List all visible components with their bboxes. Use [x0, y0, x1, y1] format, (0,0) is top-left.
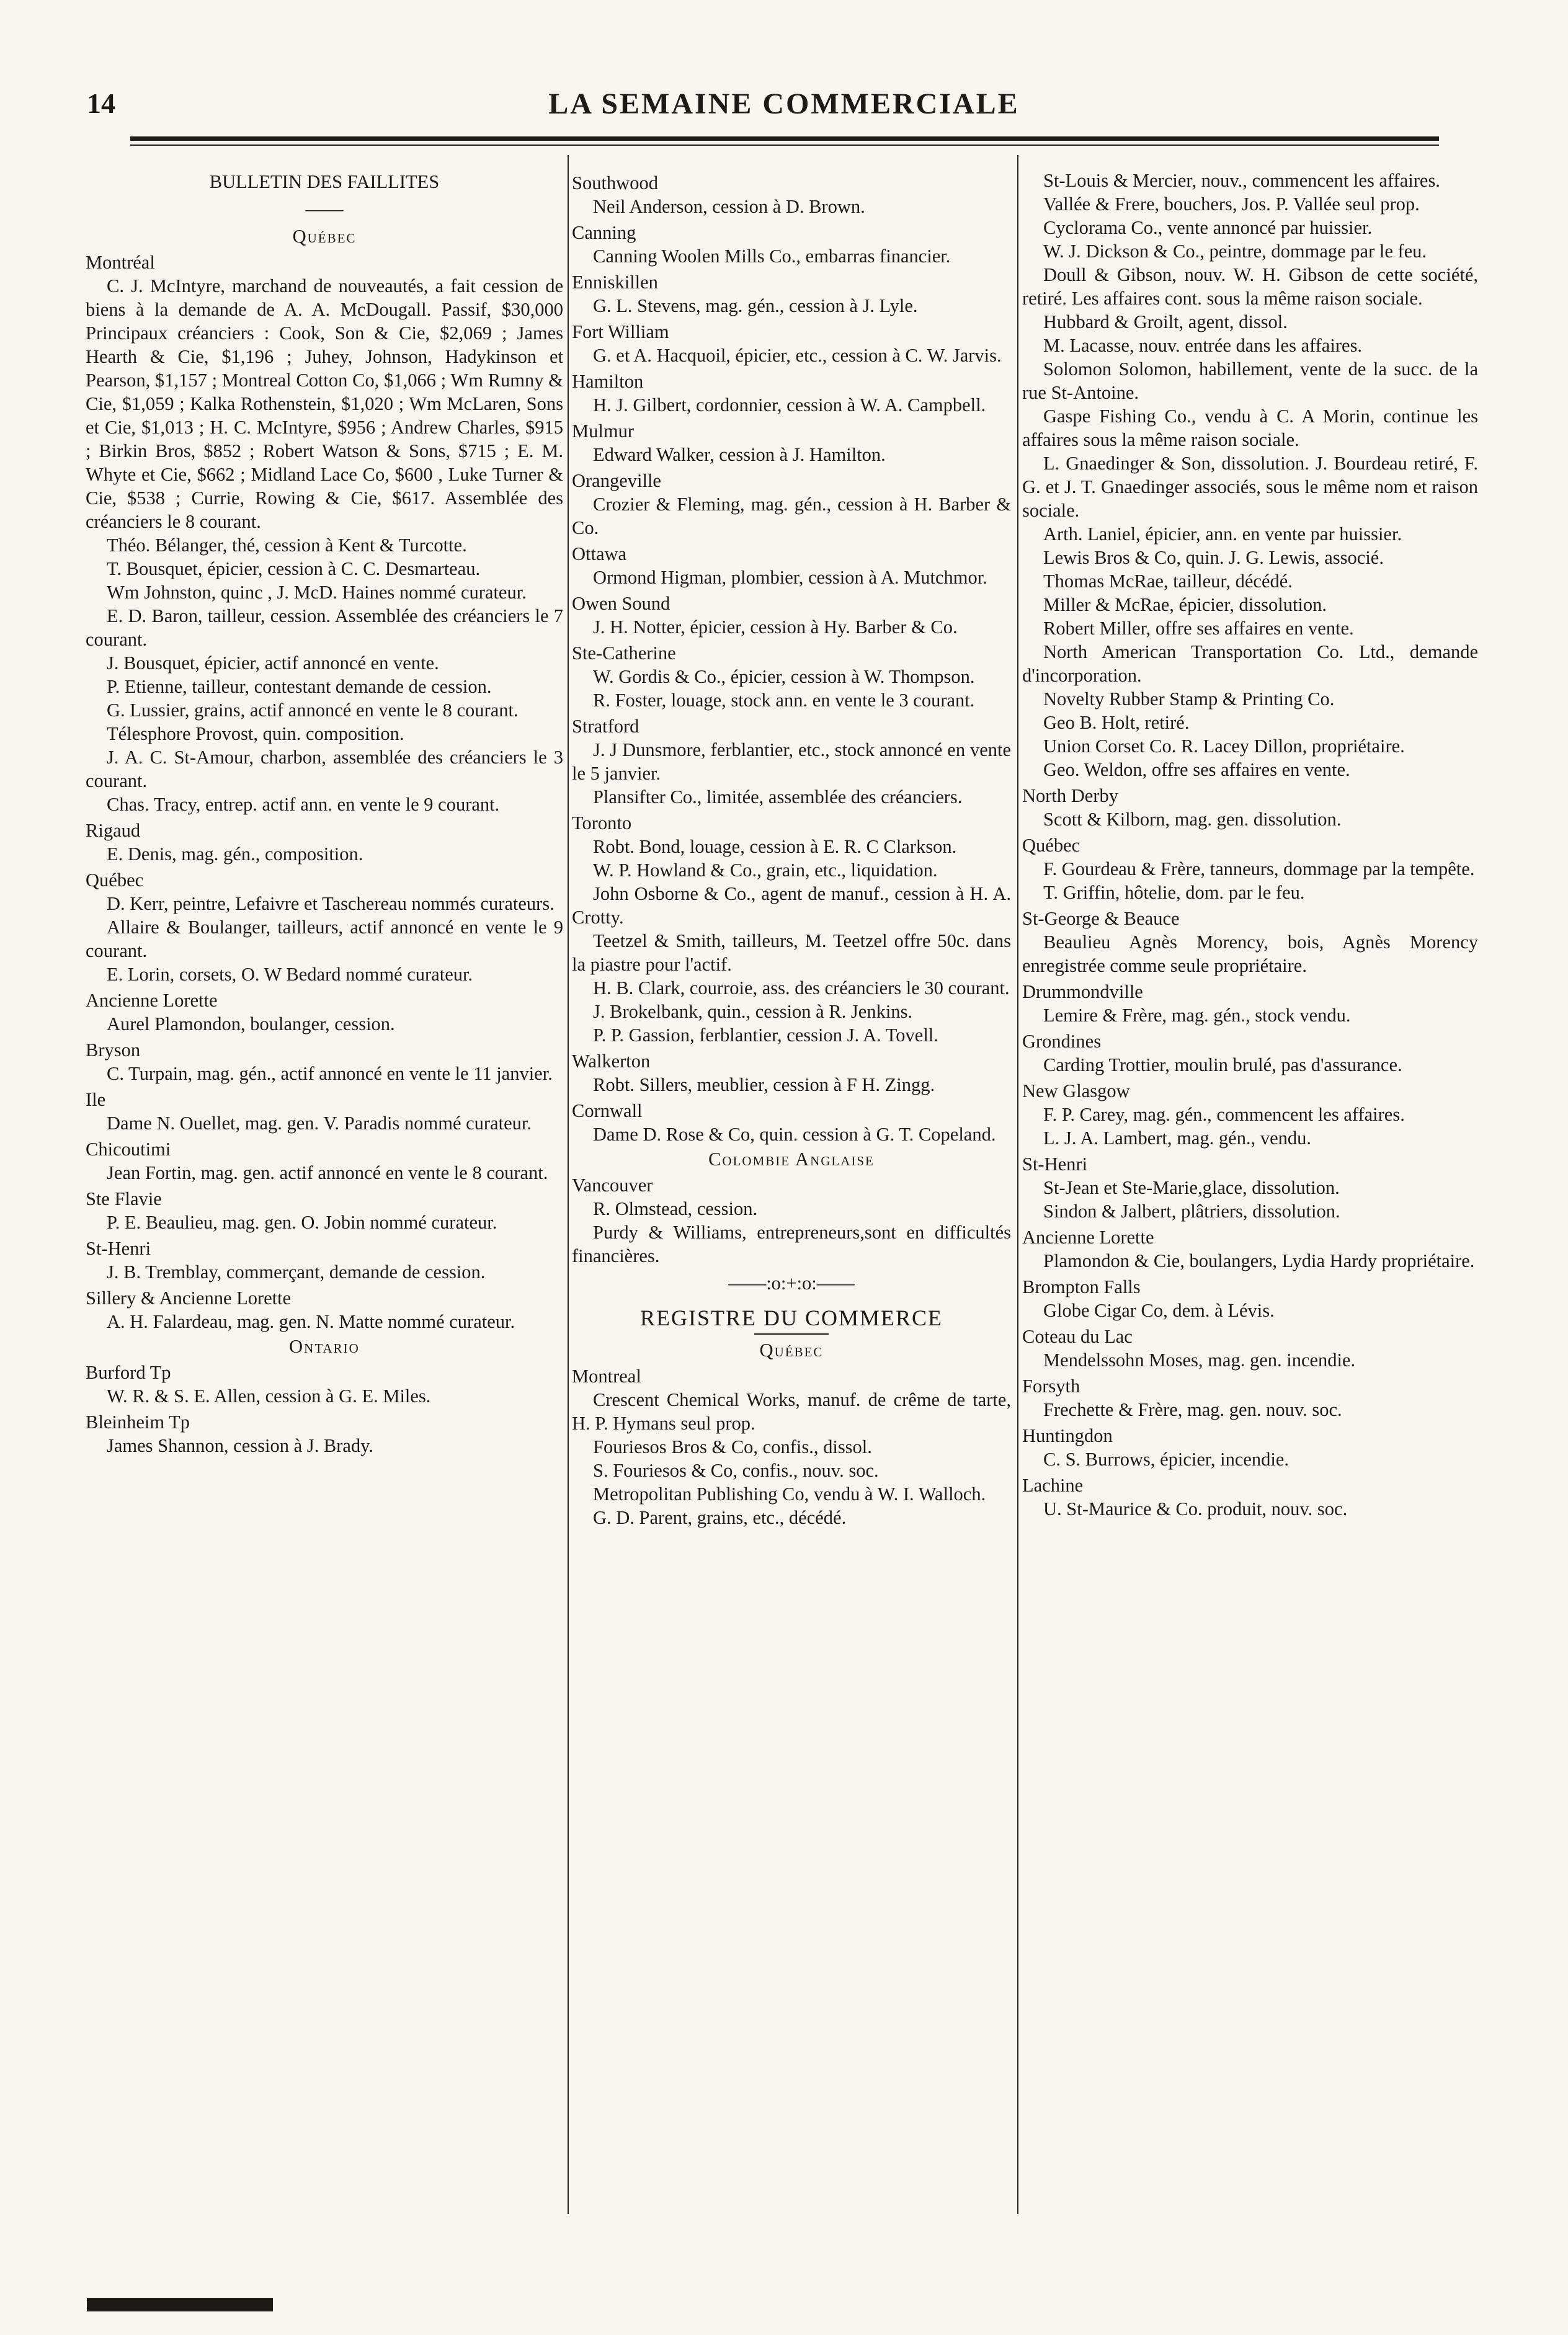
entry-paragraph: Gaspe Fishing Co., vendu à C. A Morin, continue les affaires sous la même raison sociale. — [1022, 406, 1478, 450]
place-name: Ile — [86, 1089, 106, 1110]
entry-paragraph: Solomon Solomon, habillement, vente de la succ. de la rue St-Antoine. — [1022, 358, 1478, 403]
section-heading: Colombie Anglaise — [708, 1149, 875, 1170]
entry-paragraph: Mendelssohn Moses, mag. gen. incendie. — [1043, 1350, 1356, 1371]
entry-paragraph: Allaire & Boulanger, tailleurs, actif annoncé en vente le 9 courant. — [86, 917, 563, 961]
entry-paragraph: Jean Fortin, mag. gen. actif annoncé en vente le 8 courant. — [107, 1162, 548, 1183]
entry-paragraph: Lewis Bros & Co, quin. J. G. Lewis, associé. — [1043, 547, 1384, 568]
entry-paragraph: St-Jean et Ste-Marie,glace, dissolution. — [1043, 1177, 1340, 1198]
entry-paragraph: John Osborne & Co., agent de manuf., cession à H. A. Crotty. — [572, 883, 1011, 928]
entry-paragraph: Robt. Sillers, meublier, cession à F H. Zingg. — [593, 1074, 935, 1095]
entry-paragraph: L. Gnaedinger & Son, dissolution. J. Bourdeau retiré, F. G. et J. T. Gnaedinger associés, sous le même nom et raison sociale. — [1022, 453, 1478, 521]
entry-paragraph: R. Foster, louage, stock ann. en vente le 3 courant. — [593, 690, 975, 711]
masthead-title: LA SEMAINE COMMERCIALE — [548, 87, 1020, 120]
ornament-divider: ——:o:+:o:—— — [728, 1273, 855, 1294]
place-name: Toronto — [572, 812, 632, 834]
entry-paragraph: Union Corset Co. R. Lacey Dillon, propriétaire. — [1043, 736, 1405, 757]
entry-paragraph: G. et A. Hacquoil, épicier, etc., cession à C. W. Jarvis. — [593, 345, 1002, 366]
place-name: Lachine — [1022, 1475, 1084, 1496]
place-name: North Derby — [1022, 785, 1119, 806]
entry-paragraph: Hubbard & Groilt, agent, dissol. — [1043, 311, 1288, 332]
place-name: Grondines — [1022, 1031, 1102, 1052]
entry-paragraph: F. P. Carey, mag. gén., commencent les affaires. — [1043, 1104, 1405, 1125]
section-heading: Québec — [292, 226, 357, 247]
column-divider-left — [568, 155, 569, 2214]
place-name: Québec — [1022, 835, 1080, 856]
place-name: Coteau du Lac — [1022, 1326, 1133, 1347]
place-name: Huntingdon — [1022, 1425, 1113, 1446]
place-name: Brompton Falls — [1022, 1276, 1141, 1297]
entry-paragraph: Cyclorama Co., vente annoncé par huissier. — [1043, 217, 1373, 238]
place-name: Southwood — [572, 172, 658, 193]
entry-paragraph: C. J. McIntyre, marchand de nouveautés, a fait cession de biens à la demande de A. A. McDougall. Passif, $30,000 Principaux créanciers : Cook, Son & Cie, $2,069 ; James Hearth & Cie, $1,196 ; Juhey, Johnson, Hadykinson et Pearson, $1,157 ; Montreal Cotton Co, $1,066 ; Wm Rumny & Cie, $1,059 ; Kalka Rothenstein, $1,020 ; Wm McLaren, Sons et Cie, $1,013 ; H. C. McIntyre, $956 ; Andrew Charles, $915 ; Birkin Bros, $852 ; Robert Watson & Sons, $715 ; E. M. Whyte et Cie, $662 ; Midland Lace Co, $600 , Luke Turner & Cie, $538 ; Currie, Rowing & Cie, $617. Assemblée des créanciers le 8 courant. — [86, 275, 563, 532]
entry-paragraph: North American Transportation Co. Ltd., demande d'incorporation. — [1022, 641, 1478, 686]
entry-paragraph: Ormond Higman, plombier, cession à A. Mutchmor. — [593, 567, 987, 588]
entry-paragraph: Plansifter Co., limitée, assemblée des créanciers. — [593, 786, 963, 807]
place-name: Chicoutimi — [86, 1139, 171, 1160]
entry-paragraph: G. L. Stevens, mag. gén., cession à J. Lyle. — [593, 295, 918, 316]
entry-paragraph: Edward Walker, cession à J. Hamilton. — [593, 444, 886, 465]
entry-paragraph: Metropolitan Publishing Co, vendu à W. I. Walloch. — [593, 1483, 986, 1505]
entry-paragraph: P. E. Beaulieu, mag. gen. O. Jobin nommé curateur. — [107, 1212, 497, 1233]
entry-paragraph: Aurel Plamondon, boulanger, cession. — [107, 1013, 395, 1034]
place-name: St-George & Beauce — [1022, 908, 1180, 929]
entry-paragraph: Purdy & Williams, entrepreneurs,sont en difficultés financières. — [572, 1222, 1011, 1266]
entry-paragraph: Novelty Rubber Stamp & Printing Co. — [1043, 688, 1335, 709]
place-name: Cornwall — [572, 1100, 643, 1121]
section-heading: Ontario — [289, 1336, 360, 1357]
place-name: Canning — [572, 222, 636, 243]
entry-paragraph: Frechette & Frère, mag. gen. nouv. soc. — [1043, 1399, 1342, 1420]
entry-paragraph: E. Lorin, corsets, O. W Bedard nommé curateur. — [107, 964, 473, 985]
place-name: Orangeville — [572, 470, 661, 491]
column-divider-right — [1017, 155, 1018, 2214]
entry-paragraph: J. Bousquet, épicier, actif annoncé en vente. — [107, 652, 439, 674]
entry-paragraph: Neil Anderson, cession à D. Brown. — [593, 196, 865, 217]
entry-paragraph: Beaulieu Agnès Morency, bois, Agnès Morency enregistrée comme seule propriétaire. — [1022, 932, 1478, 976]
place-name: Vancouver — [572, 1175, 653, 1196]
entry-paragraph: W. P. Howland & Co., grain, etc., liquidation. — [593, 860, 938, 881]
place-name: Montreal — [572, 1366, 641, 1387]
entry-paragraph: H. J. Gilbert, cordonnier, cession à W. A. Campbell. — [593, 394, 986, 416]
entry-paragraph: F. Gourdeau & Frère, tanneurs, dommage par la tempête. — [1043, 858, 1475, 879]
place-name: Rigaud — [86, 820, 141, 841]
entry-paragraph: H. B. Clark, courroie, ass. des créanciers le 30 courant. — [593, 977, 1010, 998]
entry-paragraph: Lemire & Frère, mag. gén., stock vendu. — [1043, 1005, 1351, 1026]
section-rule — [754, 1333, 829, 1335]
place-name: New Glasgow — [1022, 1080, 1130, 1101]
place-name: Sillery & Ancienne Lorette — [86, 1288, 292, 1309]
entry-paragraph: Robert Miller, offre ses affaires en vente. — [1043, 618, 1354, 639]
entry-paragraph: St-Louis & Mercier, nouv., commencent les affaires. — [1043, 170, 1440, 191]
entry-paragraph: P. Etienne, tailleur, contestant demande de cession. — [107, 676, 492, 697]
entry-paragraph: Robt. Bond, louage, cession à E. R. C Clarkson. — [593, 836, 957, 857]
entry-paragraph: Crescent Chemical Works, manuf. de crême de tarte, H. P. Hymans seul prop. — [572, 1389, 1011, 1434]
entry-paragraph: Scott & Kilborn, mag. gen. dissolution. — [1043, 809, 1342, 830]
register-heading: REGISTRE DU COMMERCE — [639, 1305, 943, 1330]
place-name: Ste-Catherine — [572, 643, 676, 664]
place-name: Burford Tp — [86, 1362, 171, 1383]
entry-paragraph: P. P. Gassion, ferblantier, cession J. A. Tovell. — [593, 1025, 938, 1046]
entry-paragraph: Plamondon & Cie, boulangers, Lydia Hardy propriétaire. — [1043, 1250, 1475, 1271]
entry-paragraph: S. Fouriesos & Co, confis., nouv. soc. — [593, 1460, 879, 1481]
column-left — [86, 169, 563, 1457]
entry-paragraph: J. B. Tremblay, commerçant, demande de cession. — [107, 1261, 486, 1283]
column-right — [1022, 169, 1478, 1521]
entry-paragraph: W. Gordis & Co., épicier, cession à W. Thompson. — [593, 666, 975, 687]
entry-paragraph: Carding Trottier, moulin brulé, pas d'assurance. — [1043, 1054, 1402, 1075]
entry-paragraph: Geo. Weldon, offre ses affaires en vente. — [1043, 759, 1350, 780]
entry-paragraph: J. A. C. St-Amour, charbon, assemblée des créanciers le 3 courant. — [86, 747, 563, 791]
section-heading: BULLETIN DES FAILLITES — [209, 171, 440, 192]
entry-paragraph: W. R. & S. E. Allen, cession à G. E. Miles. — [107, 1385, 431, 1407]
entry-paragraph: Théo. Bélanger, thé, cession à Kent & Turcotte. — [107, 535, 467, 556]
entry-paragraph: W. J. Dickson & Co., peintre, dommage par le feu. — [1043, 241, 1427, 262]
column-middle — [572, 169, 1011, 1529]
entry-paragraph: C. Turpain, mag. gén., actif annoncé en vente le 11 janvier. — [107, 1063, 553, 1084]
entry-paragraph: A. H. Falardeau, mag. gen. N. Matte nommé curateur. — [107, 1311, 515, 1332]
place-name: Mulmur — [572, 420, 634, 442]
entry-paragraph: Globe Cigar Co, dem. à Lévis. — [1043, 1300, 1275, 1321]
entry-paragraph: Dame N. Ouellet, mag. gen. V. Paradis nommé curateur. — [107, 1113, 532, 1134]
entry-paragraph: Vallée & Frere, bouchers, Jos. P. Vallée seul prop. — [1043, 193, 1420, 215]
entry-paragraph: Arth. Laniel, épicier, ann. en vente par huissier. — [1043, 523, 1402, 545]
entry-paragraph: Geo B. Holt, retiré. — [1043, 712, 1190, 733]
place-name: Ancienne Lorette — [1022, 1227, 1154, 1248]
entry-paragraph: Canning Woolen Mills Co., embarras financier. — [593, 246, 951, 267]
entry-paragraph: J. H. Notter, épicier, cession à Hy. Barber & Co. — [593, 616, 958, 638]
entry-paragraph: Dame D. Rose & Co, quin. cession à G. T. Copeland. — [593, 1124, 996, 1145]
place-name: Fort William — [572, 321, 669, 342]
entry-paragraph: J. Brokelbank, quin., cession à R. Jenkins. — [593, 1001, 913, 1022]
entry-paragraph: L. J. A. Lambert, mag. gén., vendu. — [1043, 1127, 1311, 1149]
place-name: Bleinheim Tp — [86, 1412, 190, 1433]
place-name: Walkerton — [572, 1051, 651, 1072]
entry-paragraph: Chas. Tracy, entrep. actif ann. en vente le 9 courant. — [107, 794, 500, 815]
entry-paragraph: Teetzel & Smith, tailleurs, M. Teetzel offre 50c. dans la piastre pour l'actif. — [572, 930, 1011, 975]
place-name: Ancienne Lorette — [86, 990, 218, 1011]
place-name: Owen Sound — [572, 593, 670, 614]
place-name: Ottawa — [572, 543, 627, 564]
entry-paragraph: T. Bousquet, épicier, cession à C. C. Desmarteau. — [107, 558, 481, 579]
entry-paragraph: Fouriesos Bros & Co, confis., dissol. — [593, 1436, 872, 1457]
section-heading: Québec — [759, 1340, 824, 1361]
place-name: Ste Flavie — [86, 1188, 162, 1209]
entry-paragraph: D. Kerr, peintre, Lefaivre et Taschereau nommés curateurs. — [107, 893, 555, 914]
footer-bar — [87, 2298, 273, 2311]
place-name: Stratford — [572, 716, 639, 737]
entry-paragraph: U. St-Maurice & Co. produit, nouv. soc. — [1043, 1498, 1348, 1519]
header-rule-thick — [130, 136, 1439, 141]
entry-paragraph: T. Griffin, hôtelie, dom. par le feu. — [1043, 882, 1305, 903]
entry-paragraph: C. S. Burrows, épicier, incendie. — [1043, 1449, 1290, 1470]
entry-paragraph: Doull & Gibson, nouv. W. H. Gibson de cette société, retiré. Les affaires cont. sous la même raison sociale. — [1022, 264, 1478, 309]
entry-paragraph: E. D. Baron, tailleur, cession. Assemblée des créanciers le 7 courant. — [86, 605, 563, 650]
header-rule-thin — [130, 145, 1439, 146]
entry-paragraph: Télesphore Provost, quin. composition. — [107, 723, 404, 744]
entry-paragraph: Thomas McRae, tailleur, décédé. — [1043, 571, 1293, 592]
place-name: Hamilton — [572, 371, 644, 392]
entry-paragraph: M. Lacasse, nouv. entrée dans les affaires. — [1043, 335, 1363, 356]
place-name: Montréal — [86, 252, 155, 273]
place-name: St-Henri — [1022, 1154, 1088, 1175]
entry-paragraph: Crozier & Fleming, mag. gén., cession à H. Barber & Co. — [572, 494, 1011, 538]
entry-paragraph: James Shannon, cession à J. Brady. — [107, 1435, 374, 1456]
entry-paragraph: Sindon & Jalbert, plâtriers, dissolution. — [1043, 1201, 1340, 1222]
entry-paragraph: Miller & McRae, épicier, dissolution. — [1043, 594, 1327, 615]
place-name: Forsyth — [1022, 1376, 1080, 1397]
page-number: 14 — [87, 87, 115, 119]
place-name: Drummondville — [1022, 981, 1143, 1002]
place-name: Québec — [86, 870, 144, 891]
entry-paragraph: J. J Dunsmore, ferblantier, etc., stock annoncé en vente le 5 janvier. — [572, 739, 1011, 784]
entry-paragraph: R. Olmstead, cession. — [593, 1198, 758, 1219]
place-name: Bryson — [86, 1039, 141, 1061]
entry-paragraph: E. Denis, mag. gén., composition. — [107, 843, 363, 865]
entry-paragraph: G. Lussier, grains, actif annoncé en vente le 8 courant. — [107, 700, 519, 721]
entry-paragraph: G. D. Parent, grains, etc., décédé. — [593, 1507, 847, 1528]
place-name: St-Henri — [86, 1238, 151, 1259]
entry-paragraph: Wm Johnston, quinc , J. McD. Haines nommé curateur. — [107, 582, 527, 603]
ornament-divider: —— — [305, 198, 344, 220]
place-name: Enniskillen — [572, 272, 658, 293]
